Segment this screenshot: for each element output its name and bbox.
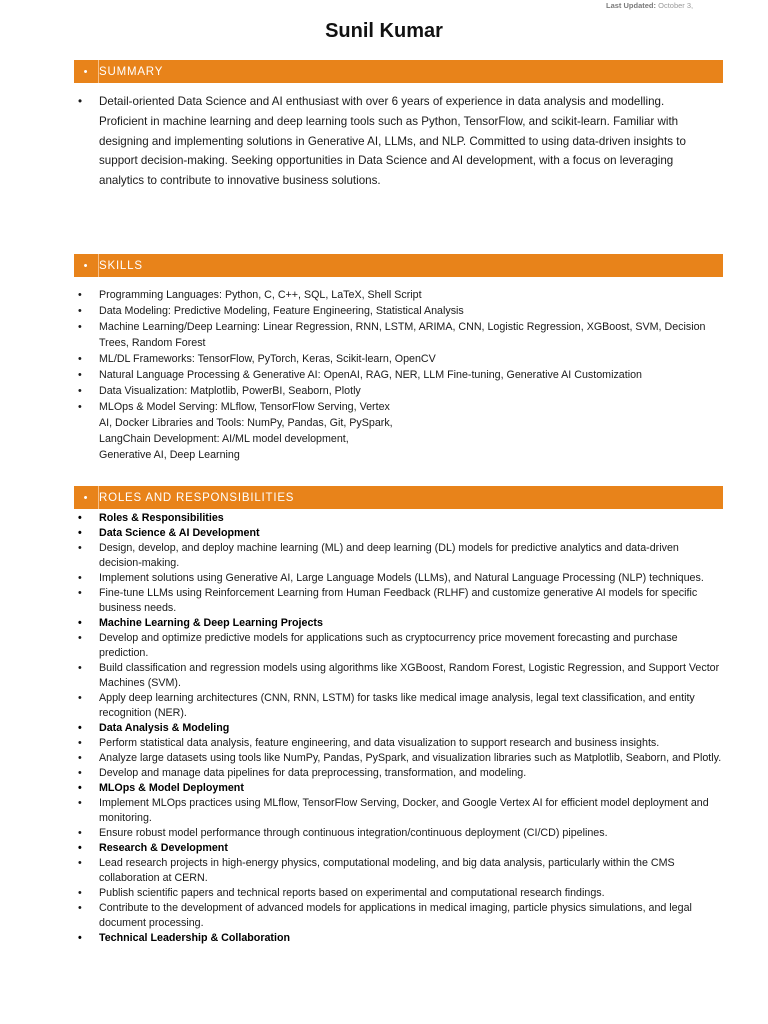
roles-subheading: • Roles & Responsibilities [78,511,724,526]
roles-subheading: • Data Science & AI Development [78,526,724,541]
roles-subheading: • Technical Leadership & Collaboration [78,931,724,946]
skill-item: • Machine Learning/Deep Learning: Linear Regression, RNN, LSTM, ARIMA, CNN, Logistic Regression, XGBoost, SVM, Decision Trees, Random Forest [78,319,724,351]
last-updated-label: Last Updated: [606,1,657,10]
last-updated-value: October 3, [658,1,694,10]
roles-item: • Publish scientific papers and technical reports based on experimental and computational research findings. [78,886,724,901]
roles-subheading: • Research & Development [78,841,724,856]
roles-section-title: ROLES AND RESPONSIBILITIES [99,491,295,504]
roles-item: • Implement solutions using Generative AI, Large Language Models (LLMs), and Natural Language Processing (NLP) techniques. [78,571,724,586]
summary-item: • Detail-oriented Data Science and AI enthusiast with over 6 years of experience in data analysis and modelling. Proficient in machine learning and deep learning tools such as Python, TensorFlow, and scikit-learn. Familiar with designing and implementing solutions in Generative AI, LLMs, and NLP. Committed to using data-driven insights to support decision-making. Seeking opportunities in Data Science and AI development, with a focus on leveraging analytics to contribute to innovative business solutions. [78,92,698,191]
roles-item: • Ensure robust model performance through continuous integration/continuous deployment (CI/CD) pipelines. [78,826,724,841]
roles-item: • Build classification and regression models using algorithms like XGBoost, Random Forest, Logistic Regression, and Support Vector Machines (SVM). [78,661,724,691]
roles-item: • Lead research projects in high-energy physics, computational modeling, and big data analysis, particularly within the CMS collaboration at CERN. [78,856,724,886]
skills-section-title: SKILLS [99,259,143,272]
last-updated [606,1,693,10]
skill-item: • Data Visualization: Matplotlib, PowerBI, Seaborn, Plotly [78,383,724,399]
roles-item: • Develop and manage data pipelines for data preprocessing, transformation, and modeling. [78,766,724,781]
skill-item: • ML/DL Frameworks: TensorFlow, PyTorch, Keras, Scikit-learn, OpenCV [78,351,724,367]
skill-item: • MLOps & Model Serving: MLflow, TensorFlow Serving, Vertex AI, Docker Libraries and Tools: NumPy, Pandas, Git, PySpark, LangChain Development: AI/ML model development, Generative AI, Deep Learning [78,399,399,463]
skill-item: • Data Modeling: Predictive Modeling, Feature Engineering, Statistical Analysis [78,303,724,319]
bullet-icon: • [74,60,99,83]
roles-subheading: • Machine Learning & Deep Learning Projects [78,616,724,631]
roles-item: • Implement MLOps practices using MLflow, TensorFlow Serving, Docker, and Google Vertex AI for efficient model deployment and monitoring. [78,796,724,826]
roles-item: • Apply deep learning architectures (CNN, RNN, LSTM) for tasks like medical image analysis, legal text classification, and entity recognition (NER). [78,691,724,721]
candidate-name: Sunil Kumar [325,20,443,42]
roles-subheading: • Data Analysis & Modeling [78,721,724,736]
skills-section-header [74,254,723,277]
skill-item: • Natural Language Processing & Generative AI: OpenAI, RAG, NER, LLM Fine-tuning, Generative AI Customization [78,367,724,383]
roles-item: • Perform statistical data analysis, feature engineering, and data visualization to support research and business insights. [78,736,724,751]
roles-item: • Fine-tune LLMs using Reinforcement Learning from Human Feedback (RLHF) and customize generative AI models for specific business needs. [78,586,724,616]
roles-list [78,511,724,946]
skills-list [78,287,724,463]
bullet-icon: • [74,486,99,509]
roles-item: • Analyze large datasets using tools like NumPy, Pandas, PySpark, and visualization libraries such as Matplotlib, Seaborn, and Plotly. [78,751,724,766]
skill-item: • Programming Languages: Python, C, C++, SQL, LaTeX, Shell Script [78,287,724,303]
roles-item: • Design, develop, and deploy machine learning (ML) and deep learning (DL) models for predictive analytics and data-driven decision-making. [78,541,724,571]
summary-section-header [74,60,723,83]
roles-subheading: • MLOps & Model Deployment [78,781,724,796]
bullet-icon: • [74,254,99,277]
summary-section-title: SUMMARY [99,65,164,78]
summary-list [78,92,698,191]
roles-item: • Develop and optimize predictive models for applications such as cryptocurrency price movement forecasting and purchase prediction. [78,631,724,661]
roles-item: • Contribute to the development of advanced models for applications in medical imaging, particle physics simulations, and legal document processing. [78,901,724,931]
roles-section-header [74,486,723,509]
